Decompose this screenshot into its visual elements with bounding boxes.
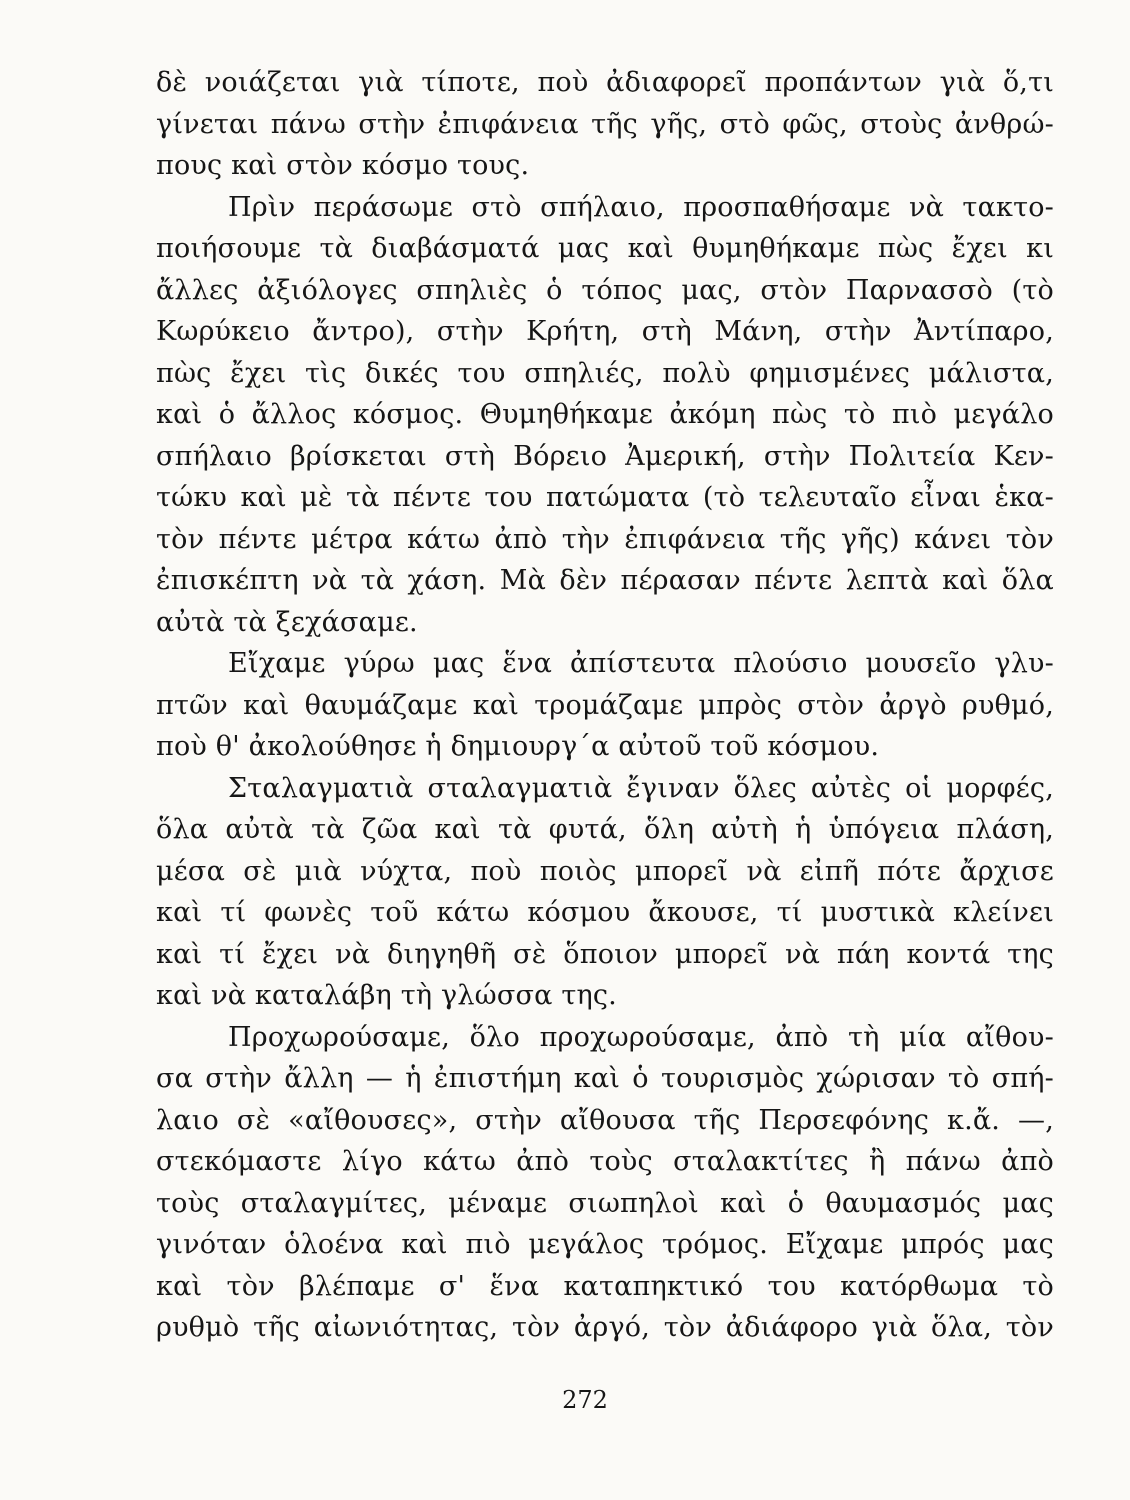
text-line: τὸν πέντε μέτρα κάτω ἀπὸ τὴν ἐπιφάνεια τῆς γῆς) κάνει τὸν — [156, 523, 1054, 555]
text-line: ἐπισκέπτη νὰ τὰ χάση. Μὰ δὲν πέρασαν πέντε λεπτὰ καὶ ὅλα — [156, 565, 1054, 596]
text-line: καὶ τί ἔχει νὰ διηγηθῆ σὲ ὅποιον μπορεῖ νὰ πάη κοντά της — [156, 938, 1054, 970]
paragraph — [156, 768, 1054, 1017]
text-line: γινόταν ὁλοένα καὶ πιὸ μεγάλος τρόμος. Εἴχαμε μπρός μας — [156, 1229, 1054, 1260]
text-line: μέσα σὲ μιὰ νύχτα, ποὺ ποιὸς μπορεῖ νὰ εἰπῆ πότε ἄρχισε — [156, 855, 1054, 887]
text-line: Εἴχαμε γύρω μας ἕνα ἀπίστευτα πλούσιο μουσεῖο γλυ- — [228, 648, 1054, 679]
text-line: πὼς ἔχει τὶς δικές του σπηλιές, πολὺ φημισμένες μάλιστα, — [156, 357, 1054, 389]
body-text — [156, 62, 1054, 1349]
text-line: δὲ νοιάζεται γιὰ τίποτε, ποὺ ἀδιαφορεῖ προπάντων γιὰ ὅ,τι — [156, 67, 1054, 98]
paragraph — [156, 187, 1054, 644]
text-line: ποιήσουμε τὰ διαβάσματά μας καὶ θυμηθήκαμε πὼς ἔχει κι — [156, 233, 1054, 264]
text-line: καὶ τὸν βλέπαμε σ' ἕνα καταπηκτικό του κατόρθωμα τὸ — [156, 1270, 1054, 1302]
text-line: πτῶν καὶ θαυμάζαμε καὶ τρομάζαμε μπρὸς στὸν ἀργὸ ρυθμό, — [156, 689, 1054, 721]
text-line: πους καὶ στὸν κόσμο τους. — [156, 150, 530, 181]
text-line: ποὺ θ' ἀκολούθησε ἡ δημιουργ΄α αὐτοῦ τοῦ κόσμου. — [156, 731, 880, 762]
paragraph — [156, 62, 1054, 187]
text-line: ὅλα αὐτὰ τὰ ζῶα καὶ τὰ φυτά, ὅλη αὐτὴ ἡ ὑπόγεια πλάση, — [156, 814, 1054, 845]
text-line: ἄλλες ἀξιόλογες σπηλιὲς ὁ τόπος μας, στὸν Παρνασσὸ (τὸ — [156, 274, 1054, 306]
paragraph — [156, 1017, 1054, 1349]
page-number: 272 — [562, 1386, 608, 1414]
paragraph — [156, 643, 1054, 768]
text-line: σα στὴν ἄλλη — ἡ ἐπιστήμη καὶ ὁ τουρισμὸς χώρισαν τὸ σπή- — [156, 1063, 1054, 1094]
text-line: Σταλαγματιὰ σταλαγματιὰ ἔγιναν ὅλες αὐτὲς οἱ μορφές, — [228, 772, 1054, 804]
text-line: σπήλαιο βρίσκεται στὴ Βόρειο Ἀμερική, στὴν Πολιτεία Κεν- — [156, 440, 1054, 472]
text-line: τώκυ καὶ μὲ τὰ πέντε του πατώματα (τὸ τελευταῖο εἶναι ἑκα- — [156, 482, 1054, 513]
text-line: Προχωρούσαμε, ὅλο προχωρούσαμε, ἀπὸ τὴ μία αἴθου- — [228, 1021, 1054, 1053]
text-line: στεκόμαστε λίγο κάτω ἀπὸ τοὺς σταλακτίτες ἢ πάνω ἀπὸ — [156, 1146, 1054, 1177]
text-line: γίνεται πάνω στὴν ἐπιφάνεια τῆς γῆς, στὸ φῶς, στοὺς ἀνθρώ- — [156, 108, 1054, 140]
text-line: τοὺς σταλαγμίτες, μέναμε σιωπηλοὶ καὶ ὁ θαυμασμός μας — [156, 1187, 1054, 1219]
text-line: Πρὶν περάσωμε στὸ σπήλαιο, προσπαθήσαμε νὰ τακτο- — [228, 191, 1054, 223]
text-line: Κωρύκειο ἄντρο), στὴν Κρήτη, στὴ Μάνη, στὴν Ἀντίπαρο, — [156, 316, 1054, 347]
text-line: ρυθμὸ τῆς αἰωνιότητας, τὸν ἀργό, τὸν ἀδιάφορο γιὰ ὅλα, τὸν — [156, 1312, 1054, 1343]
text-line: καὶ τί φωνὲς τοῦ κάτω κόσμου ἄκουσε, τί μυστικὰ κλείνει — [156, 897, 1054, 928]
text-line: λαιο σὲ «αἴθουσες», στὴν αἴθουσα τῆς Περσεφόνης κ.ἄ. —, — [156, 1104, 1054, 1136]
text-line: καὶ νὰ καταλάβη τὴ γλώσσα της. — [156, 980, 617, 1011]
text-line: καὶ ὁ ἄλλος κόσμος. Θυμηθήκαμε ἀκόμη πὼς τὸ πιὸ μεγάλο — [156, 399, 1054, 430]
text-line: αὐτὰ τὰ ξεχάσαμε. — [156, 606, 418, 638]
